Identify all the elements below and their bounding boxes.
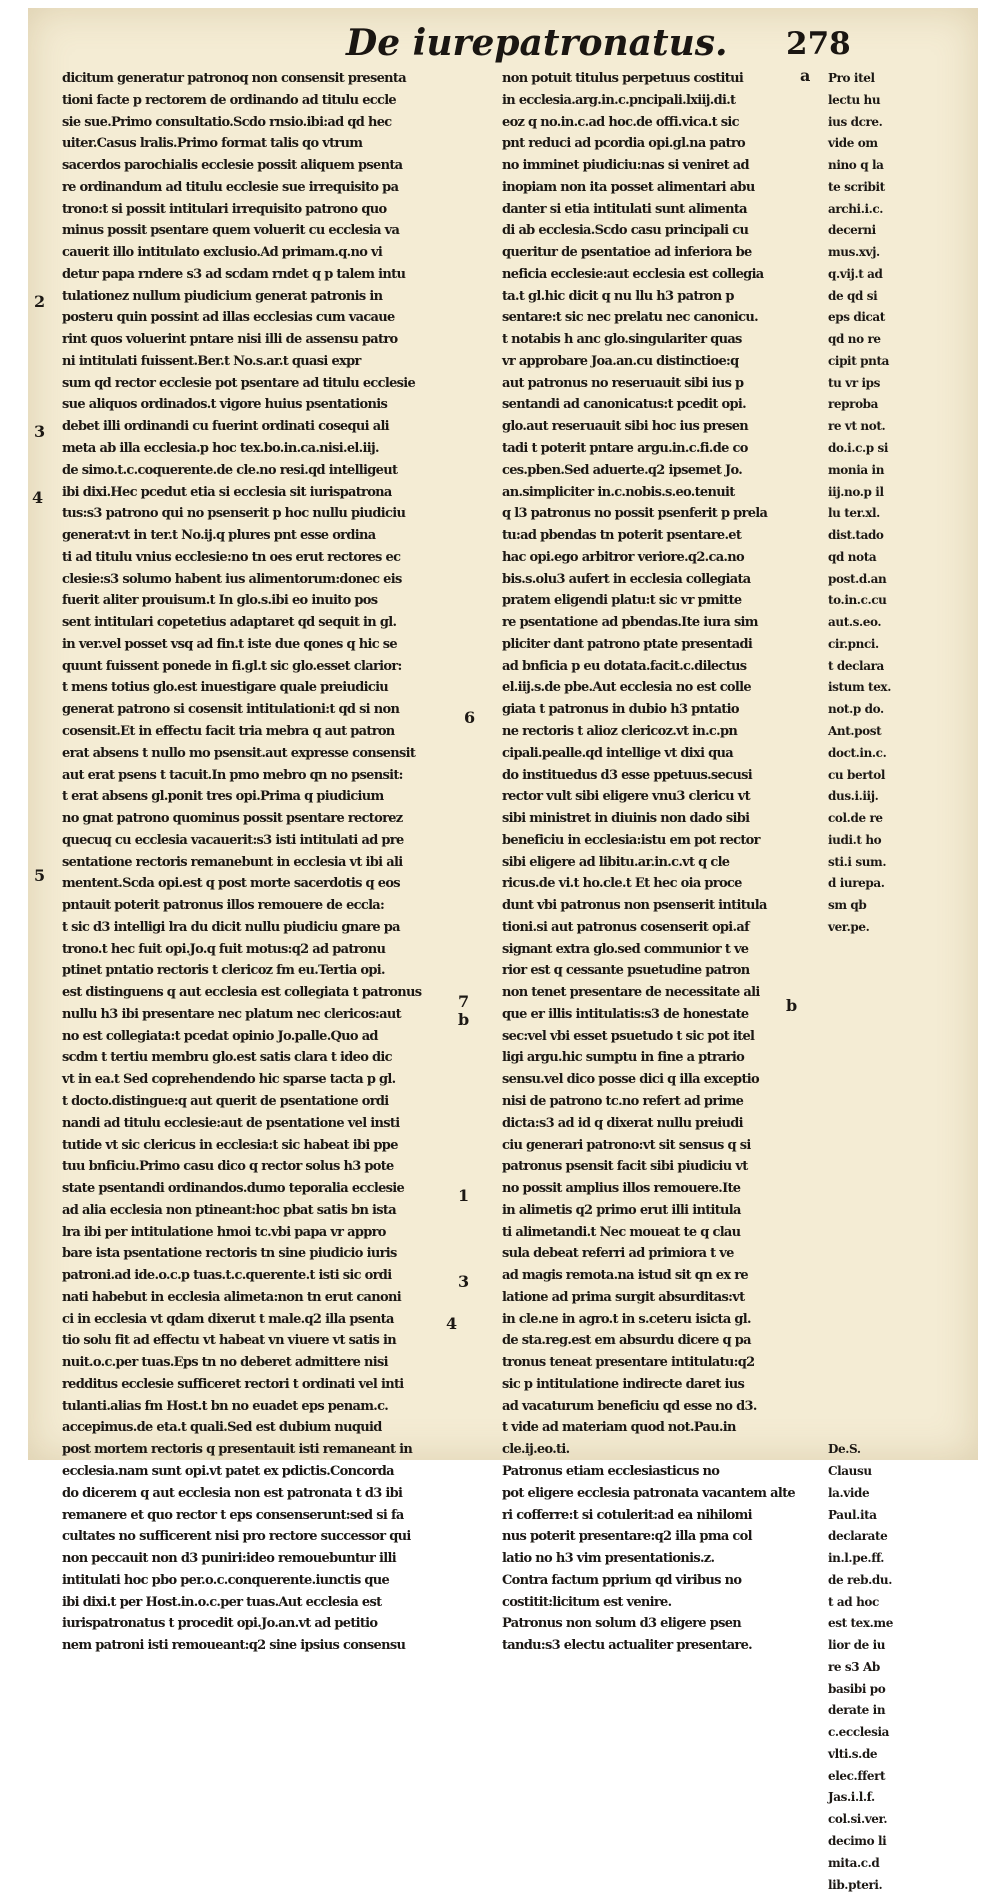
middle-column-line: ad vacaturum beneficiu qd esse no d3. (502, 1398, 757, 1414)
middle-column-line: dunt vbi patronus non psenserit intitula (502, 898, 767, 914)
left-text-column (62, 68, 492, 1654)
middle-column-line: ces.pben.Sed aduerte.q2 ipsemet Jo. (502, 462, 743, 478)
gloss-line: post.d.an (828, 571, 887, 586)
middle-column-line: q l3 patronus no possit psenferit p prela (502, 506, 768, 522)
middle-column-line: pratem eligendi platu:t sic vr pmitte (502, 593, 742, 609)
left-column-line: trono:t si possit intitulari irrequisito patrono quo (62, 201, 387, 217)
left-column-line: t docto.distingue:q aut querit de psentatione ordi (62, 1093, 389, 1109)
middle-column-line: Patronus non solum d3 eligere psen (502, 1616, 742, 1632)
left-column-line: detur papa rndere s3 ad scdam rndet q p talem intu (62, 266, 406, 282)
middle-column-line: cle.ij.eo.ti. (502, 1442, 570, 1458)
left-column-line: ad alia ecclesia non ptineant:hoc pbat satis bn ista (62, 1202, 396, 1218)
left-column-line: remanere et quo rector t eps consenserunt:sed si fa (62, 1507, 404, 1523)
left-column-line: cultates no sufficerent nisi pro rectore successor qui (62, 1529, 411, 1545)
middle-column-line: patronus psensit facit sibi piudiciu vt (502, 1159, 748, 1175)
left-column-line: t sic d3 intelligi lra du dicit nullu piudiciu gnare pa (62, 919, 400, 935)
left-column-line: sie sue.Primo consultatio.Scdo rnsio.ibi:ad qd hec (62, 114, 392, 130)
gloss-line: eps dicat (828, 310, 885, 325)
left-column-line: sacerdos parochialis ecclesie possit aliquem psenta (62, 158, 403, 174)
middle-column-line: el.iij.s.de pbe.Aut ecclesia no est colle (502, 680, 751, 696)
left-column-line: non peccauit non d3 puniri:ideo remouebuntur illi (62, 1551, 396, 1567)
gloss-line (828, 1330, 928, 1352)
margin-letter-b-middle: b (458, 1010, 470, 1029)
gloss-line: do.i.c.p si (828, 441, 889, 456)
gloss-line: elec.ffert (828, 1768, 886, 1783)
middle-column-line: nus poterit presentare:q2 illa pma col (502, 1529, 752, 1545)
gloss-line: archi.i.c. (828, 201, 884, 216)
middle-column-line: non tenet presentare de necessitate ali (502, 985, 760, 1001)
middle-column-line: sibi ministret in diuinis non dado sibi (502, 811, 750, 827)
gloss-line: cipit pnta (828, 353, 889, 368)
middle-column-line: pnt reduci ad pcordia opi.gl.na patro (502, 136, 745, 152)
middle-column-line: rior est q cessante psuetudine patron (502, 963, 750, 979)
middle-column-line: in ecclesia.arg.in.c.pncipali.lxiij.di.t (502, 92, 736, 108)
margin-number-6: 6 (464, 708, 476, 727)
left-column-line: uiter.Casus lralis.Primo format talis qo vtrum (62, 136, 363, 152)
left-column-line: tulanti.alias fm Host.t bn no euadet eps penam.c. (62, 1398, 389, 1414)
gloss-line (828, 1113, 928, 1135)
gloss-line: Paul.ita (828, 1507, 877, 1522)
left-column-line: erat absens t nullo mo psensit.aut expresse consensit (62, 745, 416, 761)
middle-column-line: sula debeat referri ad primiora t ve (502, 1246, 734, 1262)
middle-column-line: ligi argu.hic sumptu in fine a ptrario (502, 1050, 745, 1066)
gloss-line: lib.pteri. (828, 1877, 883, 1892)
gloss-line (828, 1135, 928, 1157)
gloss-line: decerni (828, 223, 876, 238)
gloss-line: de qd si (828, 288, 878, 303)
left-column-line: nem patroni isti remoueant:q2 sine ipsius consensu (62, 1638, 406, 1654)
margin-number-3: 3 (34, 422, 46, 441)
left-column-line: nullu h3 ibi presentare nec platum nec clericos:aut (62, 1006, 401, 1022)
book-page (28, 8, 978, 1892)
margin-number-5: 5 (34, 866, 46, 885)
left-column-line: scdm t tertiu membru glo.est satis clara t ideo dic (62, 1050, 392, 1066)
middle-column-line: sec:vel vbi esset psuetudo t sic pot itel (502, 1028, 755, 1044)
gloss-line: te scribit (828, 179, 885, 194)
gloss-line: est tex.me (828, 1616, 893, 1631)
gloss-line: Jas.i.l.f. (828, 1790, 875, 1805)
left-column-line: accepimus.de eta.t quali.Sed est dubium nuquid (62, 1420, 382, 1436)
middle-column-line: di ab ecclesia.Scdo casu principali cu (502, 223, 749, 239)
gloss-line: d iurepa. (828, 876, 885, 891)
gloss-line: dus.i.iij. (828, 789, 879, 804)
left-column-line: tuu bnficiu.Primo casu dico q rector solus h3 pote (62, 1159, 394, 1175)
left-column-line: iurispatronatus t procedit opi.Jo.an.vt ad petitio (62, 1616, 378, 1632)
gloss-line: decimo li (828, 1834, 887, 1849)
middle-column-line: ad bnficia p eu dotata.facit.c.dilectus (502, 658, 747, 674)
middle-column-line: Contra factum pprium qd viribus no (502, 1572, 742, 1588)
gloss-line (828, 1156, 928, 1178)
gloss-line: derate in (828, 1703, 886, 1718)
gloss-line: Pro itel (828, 71, 875, 85)
gloss-line (828, 1243, 928, 1265)
middle-column-line: sic p intitulatione indirecte daret ius (502, 1376, 745, 1392)
middle-column-line: ri cofferre:t si cotulerit:ad ea nihilomi (502, 1507, 752, 1523)
middle-column-line: sensu.vel dico posse dici q illa exceptio (502, 1072, 759, 1088)
gloss-line: mus.xvj. (828, 245, 880, 260)
middle-column-line: tadi t poterit pntare argu.in.c.fi.de co (502, 441, 748, 457)
middle-column-line: dicta:s3 ad id q dixerat nullu preiudi (502, 1115, 743, 1131)
marginal-gloss-column (828, 68, 928, 1892)
margin-number-4-second: 4 (446, 1314, 458, 1333)
gloss-line: not.p do. (828, 702, 884, 717)
middle-column-line: do instituedus d3 esse ppetuus.secusi (502, 767, 752, 783)
gloss-line: istum tex. (828, 680, 891, 695)
left-column-line: state psentandi ordinandos.dumo teporalia ecclesie (62, 1181, 405, 1197)
gloss-line: monia in (828, 462, 885, 477)
middle-column-line: an.simpliciter in.c.nobis.s.eo.tenuit (502, 484, 735, 500)
margin-number-1: 1 (458, 1186, 470, 1205)
middle-column-line: queritur de psentatioe ad inferiora be (502, 245, 752, 261)
left-column-line: pntauit poterit patronus illos remouere de eccla: (62, 898, 385, 914)
left-column-line: mentent.Scda opi.est q post morte sacerdotis q eos (62, 876, 400, 892)
gloss-line: iudi.t ho (828, 832, 882, 847)
gloss-line (828, 1309, 928, 1331)
gloss-line (828, 960, 928, 982)
middle-text-column (502, 68, 795, 1654)
margin-number-2: 2 (34, 292, 46, 311)
left-column-line: ecclesia.nam sunt opi.vt patet ex pdictis.Concorda (62, 1464, 394, 1479)
gloss-line: de reb.du. (828, 1572, 893, 1587)
left-column-line: nati habebut in ecclesia alimeta:non tn erut canoni (62, 1289, 401, 1305)
middle-column-line: re psentatione ad pbendas.Ite iura sim (502, 615, 758, 631)
gloss-line: lu ter.xl. (828, 506, 880, 521)
middle-column-line: hac opi.ego arbitror veriore.q2.ca.no (502, 549, 744, 565)
left-column-line: t mens totius glo.est inuestigare quale preiudiciu (62, 680, 389, 696)
gloss-line: doct.in.c. (828, 745, 887, 760)
gloss-line (828, 1352, 928, 1374)
left-column-line: trono.t hec fuit opi.Jo.q fuit motus:q2 ad patronu (62, 941, 386, 957)
left-column-line: ibi dixi.t per Host.in.o.c.per tuas.Aut ecclesia est (62, 1594, 382, 1610)
middle-column-line: que er illis intitulatis:s3 de honestate (502, 1006, 749, 1022)
left-column-line: intitulati hoc pbo per.o.c.conquerente.iunctis que (62, 1572, 390, 1588)
gloss-line: ver.pe. (828, 919, 870, 934)
gloss-line (828, 1374, 928, 1396)
left-column-line: quunt fuissent ponede in fi.gl.t sic glo.esset clarior: (62, 658, 402, 674)
left-column-line: lra ibi per intitulatione hmoi tc.vbi papa vr appro (62, 1224, 386, 1240)
gloss-line: re s3 Ab (828, 1659, 880, 1674)
left-column-line: tulationez nullum piudicium generat patronis in (62, 288, 383, 304)
gloss-line: qd no re (828, 332, 881, 347)
middle-column-line: latione ad prima surgit absurditas:vt (502, 1289, 745, 1305)
left-column-line: aut erat psens t tacuit.In pmo mebro qn no psensit: (62, 767, 403, 783)
middle-column-line: pot eligere ecclesia patronata vacantem alte (502, 1485, 795, 1501)
middle-column-line: aut patronus no reseruauit sibi ius p (502, 375, 744, 391)
left-column-line: debet illi ordinandi cu fuerint ordinati cosequi ali (62, 419, 389, 435)
middle-column-line: bis.s.olu3 aufert in ecclesia collegiata (502, 571, 751, 587)
margin-number-4: 4 (32, 488, 44, 507)
gloss-line: qd nota (828, 549, 877, 564)
left-column-line: nuit.o.c.per tuas.Eps tn no deberet admittere nisi (62, 1355, 388, 1371)
middle-column-line: de sta.reg.est em absurdu dicere q pa (502, 1333, 751, 1349)
gloss-line (828, 1047, 928, 1069)
left-column-line: meta ab illa ecclesia.p hoc tex.bo.in.ca.nisi.el.iij. (62, 441, 379, 457)
middle-column-line: non potuit titulus perpetuus costitui (502, 71, 744, 86)
gloss-line: nino q la (828, 158, 884, 173)
left-column-line: no gnat patrono quominus possit psentare rectorez (62, 811, 403, 827)
gloss-line: iij.no.p il (828, 484, 884, 499)
margin-letter-b-right: b (786, 996, 798, 1015)
middle-column-line: pliciter dant patrono ptate presentadi (502, 636, 753, 652)
left-column-line: redditus ecclesie sufficeret rectori t ordinati vel inti (62, 1376, 404, 1392)
middle-column-line: sibi eligere ad libitu.ar.in.c.vt q cle (502, 854, 730, 870)
left-column-line: nandi ad titulu ecclesie:aut de psentatione vel insti (62, 1115, 400, 1131)
gloss-line: lior de iu (828, 1638, 886, 1653)
left-column-line: tio solu fit ad effectu vt habeat vn viuere vt satis in (62, 1333, 396, 1349)
middle-column-line: no imminet piudiciu:nas si veniret ad (502, 158, 749, 174)
gloss-line: ius dcre. (828, 114, 883, 129)
middle-column-line: sentare:t sic nec prelatu nec canonicu. (502, 310, 758, 326)
middle-column-line: ta.t gl.hic dicit q nu llu h3 patron p (502, 288, 734, 304)
left-column-line: sue aliquos ordinados.t vigore huius psentationis (62, 397, 388, 413)
left-column-line: ni intitulati fuissent.Ber.t No.s.ar.t quasi expr (62, 353, 361, 369)
middle-column-line: glo.aut reseruauit sibi hoc ius presen (502, 419, 749, 435)
left-column-line: dicitum generatur patronoq non consensit presenta (62, 71, 406, 86)
gloss-line: lectu hu (828, 92, 881, 107)
left-column-line: tioni facte p rectorem de ordinando ad titulu eccle (62, 92, 397, 108)
middle-column-line: no possit amplius illos remouere.Ite (502, 1181, 741, 1197)
left-column-line: re ordinandum ad titulu ecclesie sue irrequisito pa (62, 179, 399, 195)
middle-column-line: costitit:licitum est venire. (502, 1594, 672, 1610)
gloss-line: t declara (828, 658, 884, 673)
left-column-line: clesie:s3 solumo habent ius alimentorum:donec eis (62, 571, 402, 587)
margin-letter-a: a (800, 66, 811, 85)
middle-column-line: ti alimetandi.t Nec moueat te q clau (502, 1224, 741, 1240)
middle-column-line: cipali.pealle.qd intellige vt dixi qua (502, 745, 733, 761)
middle-column-line: neficia ecclesie:aut ecclesia est collegia (502, 266, 764, 282)
gloss-line: cu bertol (828, 767, 886, 782)
middle-column-line: in alimetis q2 primo erut illi intitula (502, 1202, 741, 1218)
gloss-line: q.vij.t ad (828, 266, 883, 281)
gloss-line: declarate (828, 1529, 888, 1544)
gloss-line: cir.pnci. (828, 636, 879, 651)
gloss-line: c.ecclesia (828, 1725, 890, 1740)
gloss-line (828, 982, 928, 1004)
folio-number: 278 (786, 26, 851, 62)
middle-column-line: t notabis h anc glo.singulariter quas (502, 332, 742, 348)
gloss-line (828, 1069, 928, 1091)
middle-column-line: sentandi ad canonicatus:t pcedit opi. (502, 397, 746, 413)
middle-column-line: in cle.ne in agro.t in s.ceteru isicta gl. (502, 1311, 751, 1327)
gloss-line: to.in.c.cu (828, 593, 887, 608)
left-column-line: sentatione rectoris remanebunt in ecclesia vt ibi ali (62, 854, 403, 870)
middle-column-line: ricus.de vi.t ho.cle.t Et hec oia proce (502, 876, 742, 892)
left-column-line: cosensit.Et in effectu facit tria mebra q aut patron (62, 723, 395, 739)
gloss-line (828, 1200, 928, 1222)
middle-column-line: tronus teneat presentare intitulatu:q2 (502, 1355, 755, 1371)
gloss-line: aut.s.eo. (828, 615, 882, 630)
middle-column-line: tioni.si aut patronus cosenserit opi.af (502, 919, 749, 935)
left-column-line: fuerit aliter prouisum.t In glo.s.ibi eo inuito pos (62, 593, 378, 609)
left-column-line: cauerit illo intitulato exclusio.Ad primam.q.no vi (62, 245, 383, 261)
left-column-line: sum qd rector ecclesie pot psentare ad titulu ecclesie (62, 375, 416, 391)
gloss-line (828, 1091, 928, 1113)
left-column-line: vt in ea.t Sed coprehendendo hic sparse tacta p gl. (62, 1072, 396, 1088)
gloss-line (828, 939, 928, 961)
middle-column-line: nisi de patrono tc.no refert ad prime (502, 1093, 744, 1109)
gloss-line: t ad hoc (828, 1594, 879, 1609)
gloss-line (828, 1265, 928, 1287)
left-column-line: in ver.vel posset vsq ad fin.t iste due qones q hic se (62, 636, 397, 652)
left-column-line: posteru quin possint ad illas ecclesias cum vacaue (62, 310, 395, 326)
gloss-line: reproba (828, 397, 879, 412)
gloss-line (828, 1004, 928, 1026)
gloss-line: Clausu (828, 1464, 872, 1478)
left-column-line: no est collegiata:t pcedat opinio Jo.palle.Quo ad (62, 1028, 378, 1044)
gloss-line (828, 1222, 928, 1244)
gloss-line (828, 1178, 928, 1200)
gloss-line: col.de re (828, 811, 883, 826)
left-column-line: ptinet pntatio rectoris t clericoz fm eu.Tertia opi. (62, 963, 385, 979)
left-column-line: sent intitulari copetetius adaptaret qd sequit in gl. (62, 615, 397, 631)
left-column-line: bare ista psentatione rectoris tn sine piudicio iuris (62, 1246, 397, 1262)
gloss-line: la.vide (828, 1485, 870, 1500)
left-column-line: rint quos voluerint pntare nisi illi de assensu patro (62, 332, 398, 348)
gloss-line (828, 1396, 928, 1418)
gloss-line (828, 1417, 928, 1439)
gloss-line (828, 1287, 928, 1309)
gloss-line: De.S. (828, 1442, 861, 1457)
left-column-line: patroni.ad ide.o.c.p tuas.t.c.querente.t isti sic ordi (62, 1268, 392, 1284)
running-title: De iurepatronatus. (346, 22, 728, 64)
left-column-line: tutide vt sic clericus in ecclesia:t sic habeat ibi ppe (62, 1137, 398, 1153)
left-column-line: ibi dixi.Hec pcedut etia si ecclesia sit iurispatrona (62, 484, 392, 500)
middle-column-line: inopiam non ita posset alimentari abu (502, 179, 755, 195)
middle-column-line: Patronus etiam ecclesiasticus no (502, 1464, 720, 1479)
left-column-line: tus:s3 patrono qui no psenserit p hoc nullu piudiciu (62, 506, 406, 522)
left-column-line: post mortem rectoris q presentauit isti remaneant in (62, 1442, 413, 1458)
left-column-line: est distinguens q aut ecclesia est collegiata t patronus (62, 985, 422, 1001)
margin-number-3-second: 3 (458, 1272, 470, 1291)
middle-column-line: eoz q no.in.c.ad hoc.de offi.vica.t sic (502, 114, 739, 130)
gloss-line: vlti.s.de (828, 1746, 878, 1761)
gloss-line: Ant.post (828, 723, 882, 738)
gloss-line: sm qb (828, 898, 867, 913)
middle-column-line: tu:ad pbendas tn poterit psentare.et (502, 528, 742, 544)
gloss-line: re vt not. (828, 419, 886, 434)
middle-column-line: beneficiu in ecclesia:istu em pot rector (502, 832, 760, 848)
gloss-line: mita.c.d (828, 1855, 880, 1870)
gloss-line: col.si.ver. (828, 1812, 888, 1827)
left-column-line: de simo.t.c.coquerente.de cle.no resi.qd intelligeut (62, 462, 398, 478)
gloss-line: in.l.pe.ff. (828, 1551, 885, 1566)
left-column-line: minus possit psentare quem voluerit cu ecclesia va (62, 223, 400, 239)
margin-number-7: 7 (458, 992, 470, 1011)
gloss-line: basibi po (828, 1681, 886, 1696)
middle-column-line: t vide ad materiam quod not.Pau.in (502, 1420, 736, 1436)
gloss-line: sti.i sum. (828, 854, 887, 869)
middle-column-line: vr approbare Joa.an.cu distinctioe:q (502, 353, 739, 369)
left-column-line: generat:vt in ter.t No.ij.q plures pnt esse ordina (62, 528, 376, 544)
middle-column-line: signant extra glo.sed communior t ve (502, 941, 749, 957)
left-column-line: t erat absens gl.ponit tres opi.Prima q piudicium (62, 789, 384, 805)
middle-column-line: tandu:s3 electu actualiter presentare. (502, 1638, 752, 1654)
left-column-line: do dicerem q aut ecclesia non est patronata t d3 ibi (62, 1485, 403, 1501)
gloss-line: tu vr ips (828, 375, 881, 390)
left-column-line: quecuq cu ecclesia vacauerit:s3 isti intitulati ad pre (62, 832, 404, 848)
left-column-line: ci in ecclesia vt qdam dixerut t male.q2 illa psenta (62, 1311, 394, 1327)
page-header (28, 22, 978, 72)
middle-column-line: giata t patronus in dubio h3 pntatio (502, 702, 739, 718)
middle-column-line: danter si etia intitulati sunt alimenta (502, 201, 747, 217)
gloss-line: dist.tado (828, 528, 884, 543)
middle-column-line: latio no h3 vim presentationis.z. (502, 1551, 715, 1567)
left-column-line: ti ad titulu vnius ecclesie:no tn oes erut rectores ec (62, 549, 401, 565)
left-column-line: generat patrono si cosensit intitulationi:t qd si non (62, 702, 400, 718)
middle-column-line: ne rectoris t alioz clericoz.vt in.c.pn (502, 723, 738, 739)
gloss-line (828, 1026, 928, 1048)
middle-column-line: rector vult sibi eligere vnu3 clericu vt (502, 789, 750, 805)
middle-column-line: ad magis remota.na istud sit qn ex re (502, 1268, 748, 1284)
middle-column-line: ciu generari patrono:vt sit sensus q si (502, 1137, 751, 1153)
gloss-line: vide om (828, 136, 878, 151)
